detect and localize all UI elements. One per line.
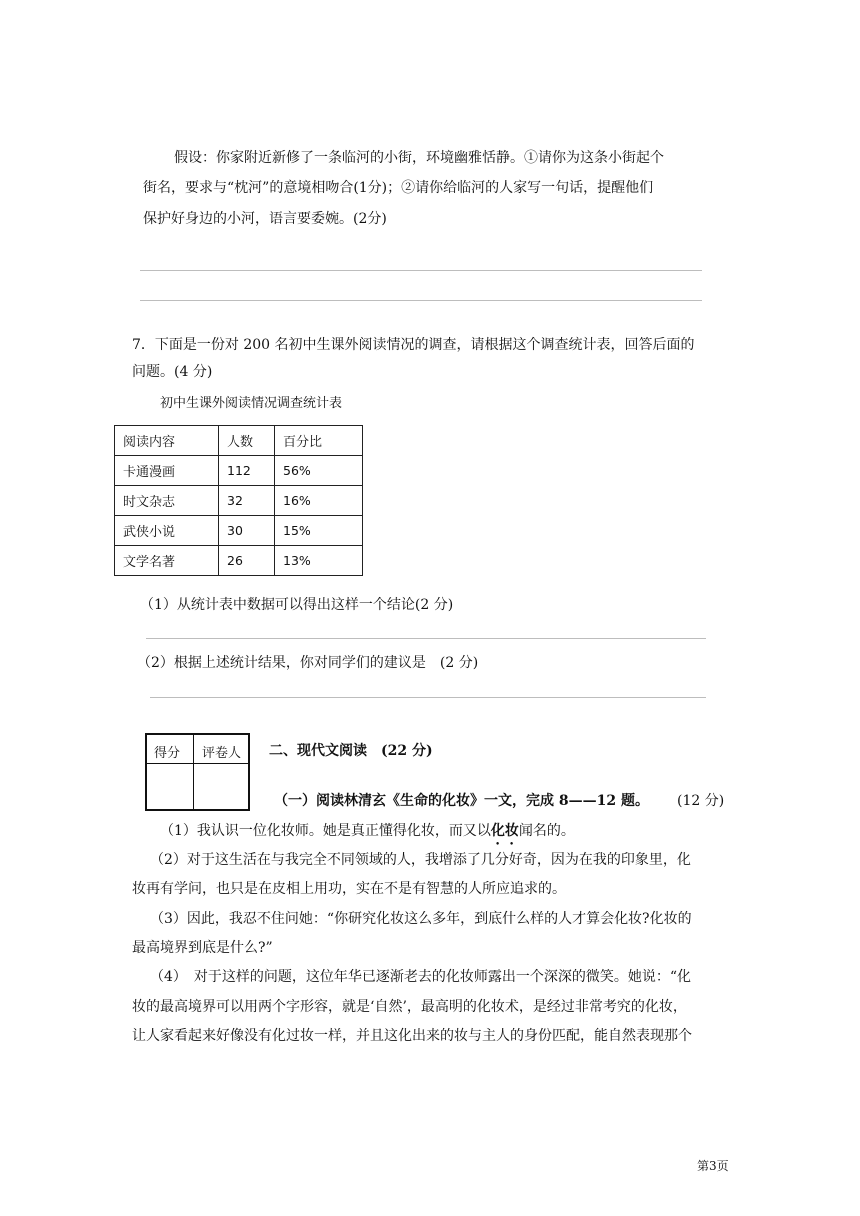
passage-p1 [160, 823, 575, 848]
table-cell: 112 [219, 456, 275, 486]
table-row [115, 516, 363, 546]
passage-p4-line3: 让人家看起来好像没有化过妆一样，并且这化出来的妆与主人的身份匹配，能自然表现那个 [132, 1028, 692, 1044]
q6-line2: 街名，要求与“枕河”的意境相吻合(1分)；②请你给临河的人家写一句话，提醒他们 [143, 180, 654, 196]
part1-title: （一）阅读林清玄《生命的化妆》一文，完成 8——12 题。 [274, 793, 649, 809]
table-cell: 时文杂志 [115, 486, 219, 516]
q7-sub1: （1）从统计表中数据可以得出这样一个结论(2 分) [140, 597, 454, 613]
passage-p1-text: （1）我认识一位化妆师。她是真正懂得化妆，而又以 [160, 823, 491, 839]
table-header-row [115, 426, 363, 456]
section-title: 二、现代文阅读 (22 分) [269, 743, 433, 759]
table-cell: 56% [275, 456, 363, 486]
score-label: 得分 [154, 746, 181, 761]
table-cell: 文学名著 [115, 546, 219, 576]
table-cell: 卡通漫画 [115, 456, 219, 486]
table-cell: 13% [275, 546, 363, 576]
table-row [115, 456, 363, 486]
answer-line-q7-2[interactable] [150, 697, 706, 698]
q7-line2: 问题。(4 分) [132, 364, 213, 380]
q6-line1: 假设：你家附近新修了一条临河的小街，环境幽雅恬静。①请你为这条小街起个 [174, 150, 664, 166]
part1-points: (12 分) [677, 793, 725, 809]
passage-p2-line2: 妆再有学问，也只是在皮相上用功，实在不是有智慧的人所应追求的。 [132, 881, 566, 897]
table-cell: 16% [275, 486, 363, 516]
table-title: 初中生课外阅读情况调查统计表 [160, 396, 343, 411]
q7-sub2: （2）根据上述统计结果，你对同学们的建议是 (2 分) [137, 655, 479, 671]
answer-line-q6-1[interactable] [140, 270, 702, 271]
table-cell: 武侠小说 [115, 516, 219, 546]
table-row [115, 546, 363, 576]
stats-table [114, 425, 363, 576]
table-cell: 26 [219, 546, 275, 576]
table-cell: 15% [275, 516, 363, 546]
q6-line3: 保护好身边的小河，语言要委婉。(2分) [143, 211, 387, 227]
passage-p1-emphasis: 化妆 [490, 823, 519, 839]
q7-line1: 7．下面是一份对 200 名初中生课外阅读情况的调查，请根据这个调查统计表，回答后面的 [132, 337, 695, 353]
score-box-divider [147, 763, 248, 764]
grader-label: 评卷人 [202, 746, 242, 761]
table-header-cell: 百分比 [275, 426, 363, 456]
table-row [115, 486, 363, 516]
score-box-divider [193, 735, 194, 809]
page-number: 第3页 [697, 1159, 729, 1173]
passage-p4-line2: 妆的最高境界可以用两个字形容，就是‘自然’，最高明的化妆术，是经过非常考究的化妆， [132, 999, 687, 1015]
table-cell: 32 [219, 486, 275, 516]
score-box [145, 733, 250, 811]
answer-line-q6-2[interactable] [140, 300, 702, 301]
table-header-cell: 人数 [219, 426, 275, 456]
passage-p3-line2: 最高境界到底是什么?” [132, 940, 273, 956]
passage-p2-line1: （2）对于这生活在与我完全不同领域的人，我增添了几分好奇，因为在我的印象里，化 [150, 852, 691, 868]
table-cell: 30 [219, 516, 275, 546]
answer-line-q7-1[interactable] [146, 638, 706, 639]
table-header-cell: 阅读内容 [115, 426, 219, 456]
passage-p3-line1: （3）因此，我忍不住问她：“你研究化妆这么多年，到底什么样的人才算会化妆?化妆的 [150, 911, 692, 927]
passage-p4-line1: （4） 对于这样的问题，这位年华已逐渐老去的化妆师露出一个深深的微笑。她说：“化 [150, 969, 692, 985]
passage-p1-tail: 闻名的。 [518, 823, 575, 839]
